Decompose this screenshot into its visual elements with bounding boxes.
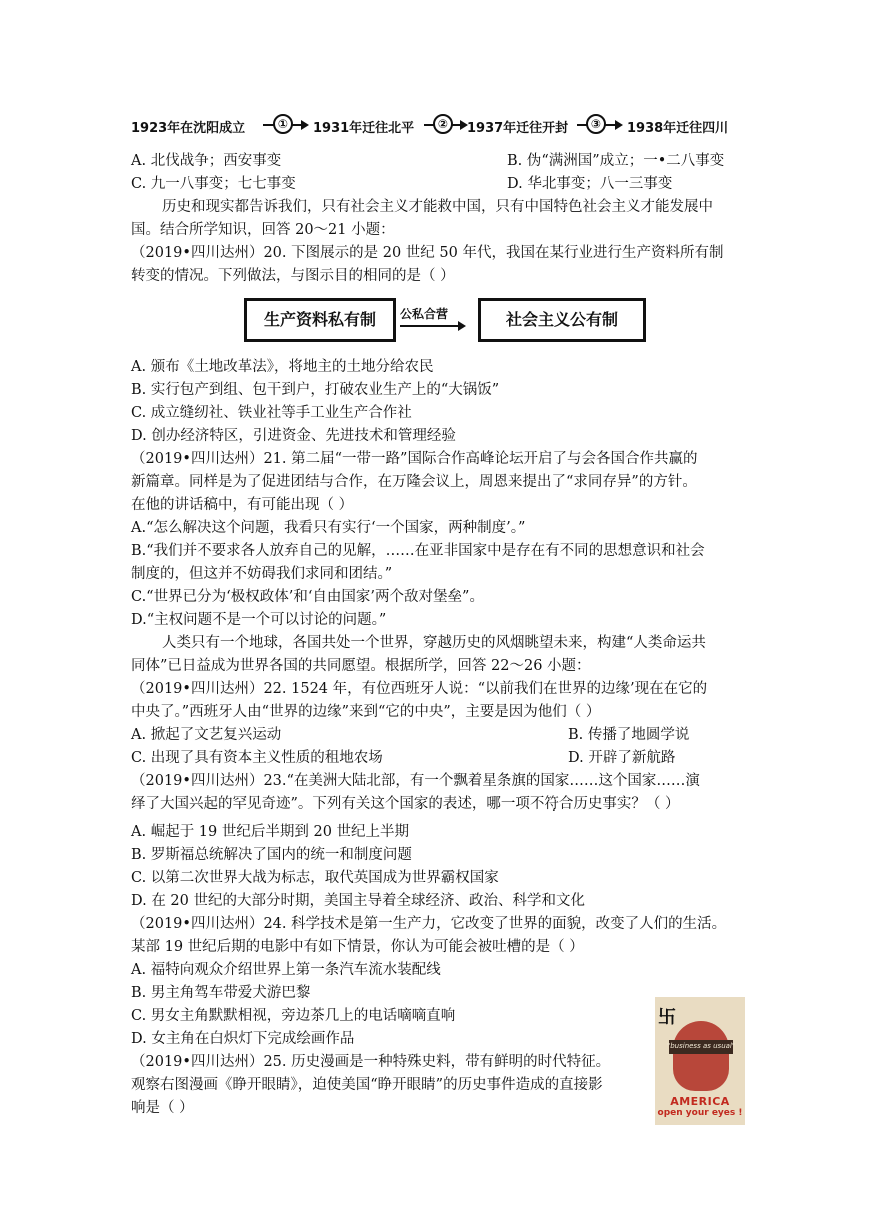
q23-stem-line-1: （2019•四川达州）23.“在美洲大陆北部，有一个飘着星条旗的国家……这个国家……演 <box>131 773 700 789</box>
intro-1-line-2: 国。结合所学知识，回答 20～21 小题： <box>131 222 395 238</box>
q19-option-b: B. 伪“满洲国”成立；一•二八事变 <box>507 153 725 169</box>
q25-stem-line-2: 观察右图漫画《睁开眼睛》，迫使美国“睁开眼睛”的历史事件造成的直接影 <box>131 1077 603 1093</box>
open-your-eyes-poster <box>655 997 745 1125</box>
q20-option-c: C. 成立缝纫社、铁业社等手工业生产合作社 <box>131 405 412 421</box>
q21-option-b-line-2: 制度的，但这并不妨碍我们求同和团结。” <box>131 566 393 582</box>
q20-option-a: A. 颁布《土地改革法》，将地主的土地分给农民 <box>131 359 434 375</box>
timeline-marker-1: ① <box>273 114 293 134</box>
public-ownership-box: 社会主义公有制 <box>478 298 646 342</box>
q22-stem-line-1: （2019•四川达州）22. 1524 年，有位西班牙人说：“以前我们在世界的边缘’现在在它的 <box>131 681 708 697</box>
q23-option-a: A. 崛起于 19 世纪后半期到 20 世纪上半期 <box>131 824 410 840</box>
q23-emphasis: 不符合 <box>529 796 574 812</box>
q20-option-d: D. 创办经济特区，引进资金、先进技术和管理经验 <box>131 428 456 444</box>
intro-2-line-2: 同体”已日益成为世界各国的共同愿望。根据所学，回答 22～26 小题： <box>131 658 591 674</box>
intro-1-line-1: 历史和现实都告诉我们，只有社会主义才能救中国，只有中国特色社会主义才能发展中 <box>162 199 713 215</box>
q21-stem-line-2: 新篇章。同样是为了促进团结与合作，在万隆会议上，周恩来提出了“求同存异”的方针。 <box>131 474 697 490</box>
poster-band-text: "business as usual" <box>667 1042 736 1050</box>
private-ownership-box: 生产资料私有制 <box>244 298 396 342</box>
timeline-stage-2: 1931年迁往北平 <box>313 121 415 136</box>
q19-option-c: C. 九一八事变；七七事变 <box>131 176 296 192</box>
q25-stem-line-1: （2019•四川达州）25. 历史漫画是一种特殊史料，带有鲜明的时代特征。 <box>131 1054 611 1070</box>
q25-stem-line-3: 响是（ ） <box>131 1100 194 1116</box>
q23-option-c: C. 以第二次世界大战为标志，取代英国成为世界霸权国家 <box>131 870 499 886</box>
q22-option-c: C. 出现了具有资本主义性质的租地农场 <box>131 750 383 766</box>
arrow-label: 公私合营 <box>400 307 449 321</box>
q24-option-d: D. 女主角在白炽灯下完成绘画作品 <box>131 1031 355 1047</box>
q24-option-a: A. 福特向观众介绍世界上第一条汽车流水装配线 <box>131 962 441 978</box>
q24-option-c: C. 男女主角默默相视，旁边茶几上的电话嘀嘀直响 <box>131 1008 456 1024</box>
q22-option-row-2 <box>131 748 676 768</box>
q20-stem-line-2: 转变的情况。下列做法，与图示目的相同的是（ ） <box>131 268 455 284</box>
q19-option-row-1 <box>131 151 725 171</box>
q22-option-a: A. 掀起了文艺复兴运动 <box>131 727 282 743</box>
q19-option-a: A. 北伐战争；西安事变 <box>131 153 282 169</box>
q21-stem-line-3: 在他的讲话稿中，有可能出现（ ） <box>131 497 354 513</box>
timeline-stage-3: 1937年迁往开封 <box>467 121 569 136</box>
timeline-stage-4: 1938年迁往四川 <box>627 121 729 136</box>
q21-option-a: A.“怎么解决这个问题，我看只有实行‘一个国家，两种制度’。” <box>131 520 526 536</box>
ownership-diagram <box>244 298 646 344</box>
q21-stem-line-1: （2019•四川达州）21. 第二届“一带一路”国际合作高峰论坛开启了与会各国合作共赢的 <box>131 451 698 467</box>
q22-option-row-1 <box>131 725 690 745</box>
q19-option-d: D. 华北事变；八一三事变 <box>507 176 673 192</box>
q24-option-b: B. 男主角驾车带爱犬游巴黎 <box>131 985 311 1001</box>
q22-stem-line-2: 中央了。”西班牙人由“世界的边缘”来到“它的中央”，主要是因为他们（ ） <box>131 704 601 720</box>
q23-option-b: B. 罗斯福总统解决了国内的统一和制度问题 <box>131 847 412 863</box>
head-figure <box>673 1021 729 1091</box>
q23-option-d: D. 在 20 世纪的大部分时期，美国主导着全球经济、政治、科学和文化 <box>131 893 585 909</box>
timeline-marker-2: ② <box>433 114 453 134</box>
q22-option-b: B. 传播了地圆学说 <box>568 727 690 743</box>
q23-stem-line-2 <box>131 794 680 814</box>
q21-option-b-line-1: B.“我们并不要求各人放弃自己的见解，……在亚非国家中是存在有不同的思想意识和社会 <box>131 543 705 559</box>
q19-option-row-2 <box>131 174 673 194</box>
relocation-timeline <box>131 112 741 138</box>
q20-option-b: B. 实行包产到组、包干到户，打破农业生产上的“大锅饭” <box>131 382 500 398</box>
q23-stem-part-2: 历史事实？（ ） <box>573 796 680 812</box>
q21-option-d: D.“主权问题不是一个可以讨论的问题。” <box>131 612 387 628</box>
poster-open-eyes-text: open your eyes ! <box>657 1108 743 1118</box>
swastika-icon: 卐 <box>658 1007 676 1028</box>
transition-arrow <box>400 325 464 327</box>
q21-option-c: C.“世界已分为‘极权政体’和‘自由国家’两个敌对堡垒”。 <box>131 589 484 605</box>
timeline-marker-3: ③ <box>586 114 606 134</box>
q22-option-d: D. 开辟了新航路 <box>568 750 676 766</box>
q24-stem-line-2: 某部 19 世纪后期的电影中有如下情景，你认为可能会被吐槽的是（ ） <box>131 939 584 955</box>
timeline-stage-1: 1923年在沈阳成立 <box>131 121 246 136</box>
intro-2-line-1: 人类只有一个地球，各国共处一个世界，穿越历史的风烟眺望未来，构建“人类命运共 <box>162 635 706 651</box>
poster-america-text: AMERICA <box>670 1095 730 1108</box>
q20-stem-line-1: （2019•四川达州）20. 下图展示的是 20 世纪 50 年代，我国在某行业进行生产资料所有制 <box>131 245 724 261</box>
q24-stem-line-1: （2019•四川达州）24. 科学技术是第一生产力，它改变了世界的面貌，改变了人们的生活。 <box>131 916 727 932</box>
q23-stem-part-1: 绎了大国兴起的罕见奇迹”。下列有关这个国家的表述，哪一项 <box>131 796 530 812</box>
